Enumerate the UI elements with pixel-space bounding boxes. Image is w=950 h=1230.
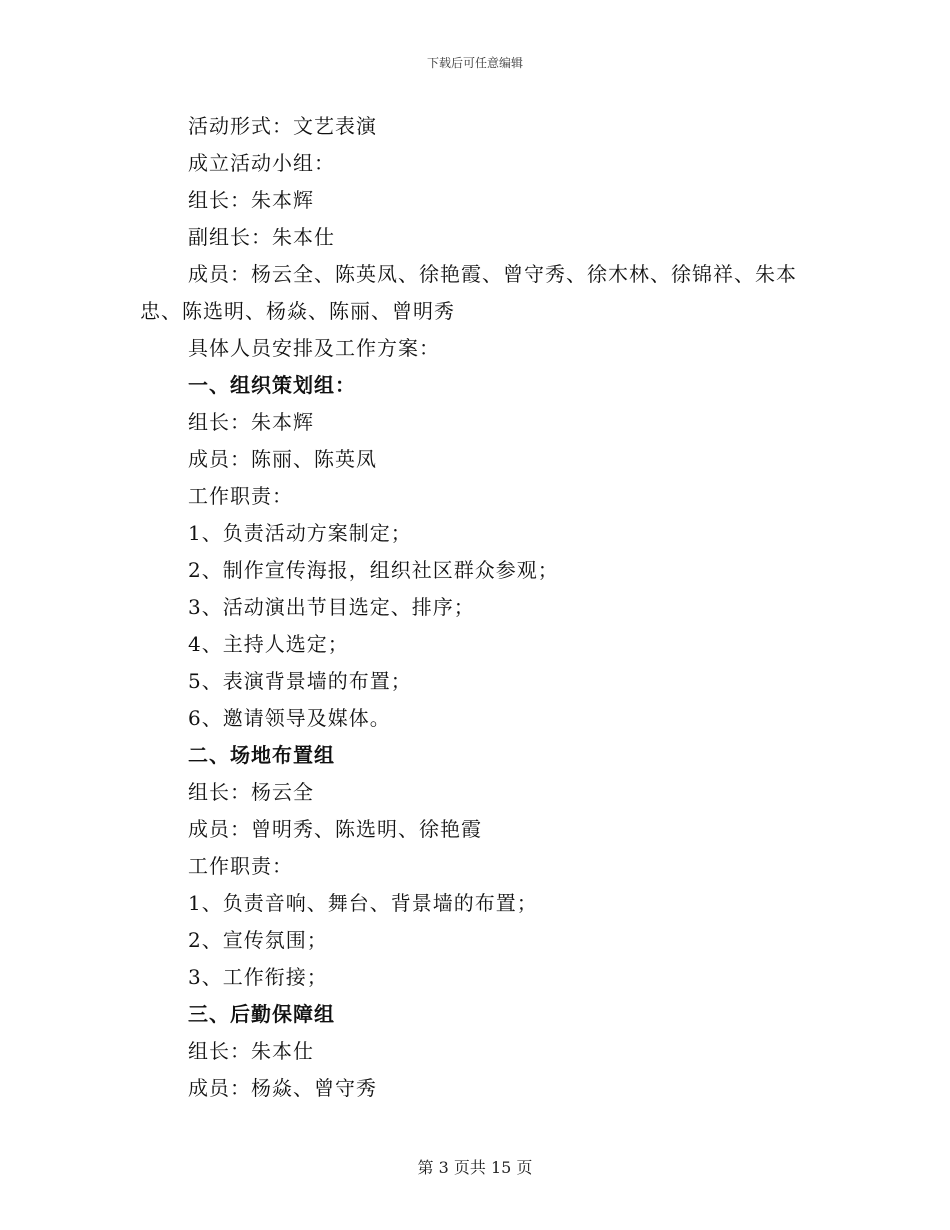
- planning-duty-item: 2、制作宣传海报，组织社区群众参观；: [188, 558, 559, 582]
- planning-duty-item: 5、表演背景墙的布置；: [188, 669, 412, 693]
- logistics-leader-line: 组长：朱本仕: [188, 1039, 314, 1063]
- venue-duty-item: 1、负责音响、舞台、背景墙的布置；: [188, 891, 538, 915]
- planning-duty-item: 3、活动演出节目选定、排序；: [188, 595, 475, 619]
- venue-members-line: 成员：曾明秀、陈选明、徐艳霞: [188, 817, 482, 841]
- venue-duty-item: 2、宣传氛围；: [188, 928, 328, 952]
- planning-members-line: 成员：陈丽、陈英凤: [188, 447, 377, 471]
- section-heading-planning: 一、组织策划组：: [188, 373, 356, 397]
- planning-leader-line: 组长：朱本辉: [188, 410, 314, 434]
- members-line: 成员：杨云全、陈英凤、徐艳霞、曾守秀、徐木林、徐锦祥、朱本忠、陈选明、杨焱、陈丽、曾明秀: [140, 262, 797, 323]
- planning-duty-item: 4、主持人选定；: [188, 632, 349, 656]
- page-header: 下载后可任意编辑: [426, 56, 523, 70]
- document-body: [140, 108, 810, 1107]
- activity-form-line: 活动形式：文艺表演: [188, 114, 377, 138]
- venue-duties-label: 工作职责：: [188, 854, 293, 878]
- group-establish-line: 成立活动小组：: [188, 151, 335, 175]
- section-heading-logistics: 三、后勤保障组: [188, 1002, 335, 1026]
- planning-duty-item: 1、负责活动方案制定；: [188, 521, 412, 545]
- deputy-leader-line: 副组长：朱本仕: [188, 225, 335, 249]
- arrangement-intro-line: 具体人员安排及工作方案：: [188, 336, 440, 360]
- logistics-members-line: 成员：杨焱、曾守秀: [188, 1076, 377, 1100]
- section-heading-venue: 二、场地布置组: [188, 743, 335, 767]
- venue-duty-item: 3、工作衔接；: [188, 965, 328, 989]
- planning-duties-label: 工作职责：: [188, 484, 293, 508]
- venue-leader-line: 组长：杨云全: [188, 780, 314, 804]
- group-leader-line: 组长：朱本辉: [188, 188, 314, 212]
- page-footer: 第 3 页共 15 页: [417, 1158, 533, 1177]
- planning-duty-item: 6、邀请领导及媒体。: [188, 706, 391, 730]
